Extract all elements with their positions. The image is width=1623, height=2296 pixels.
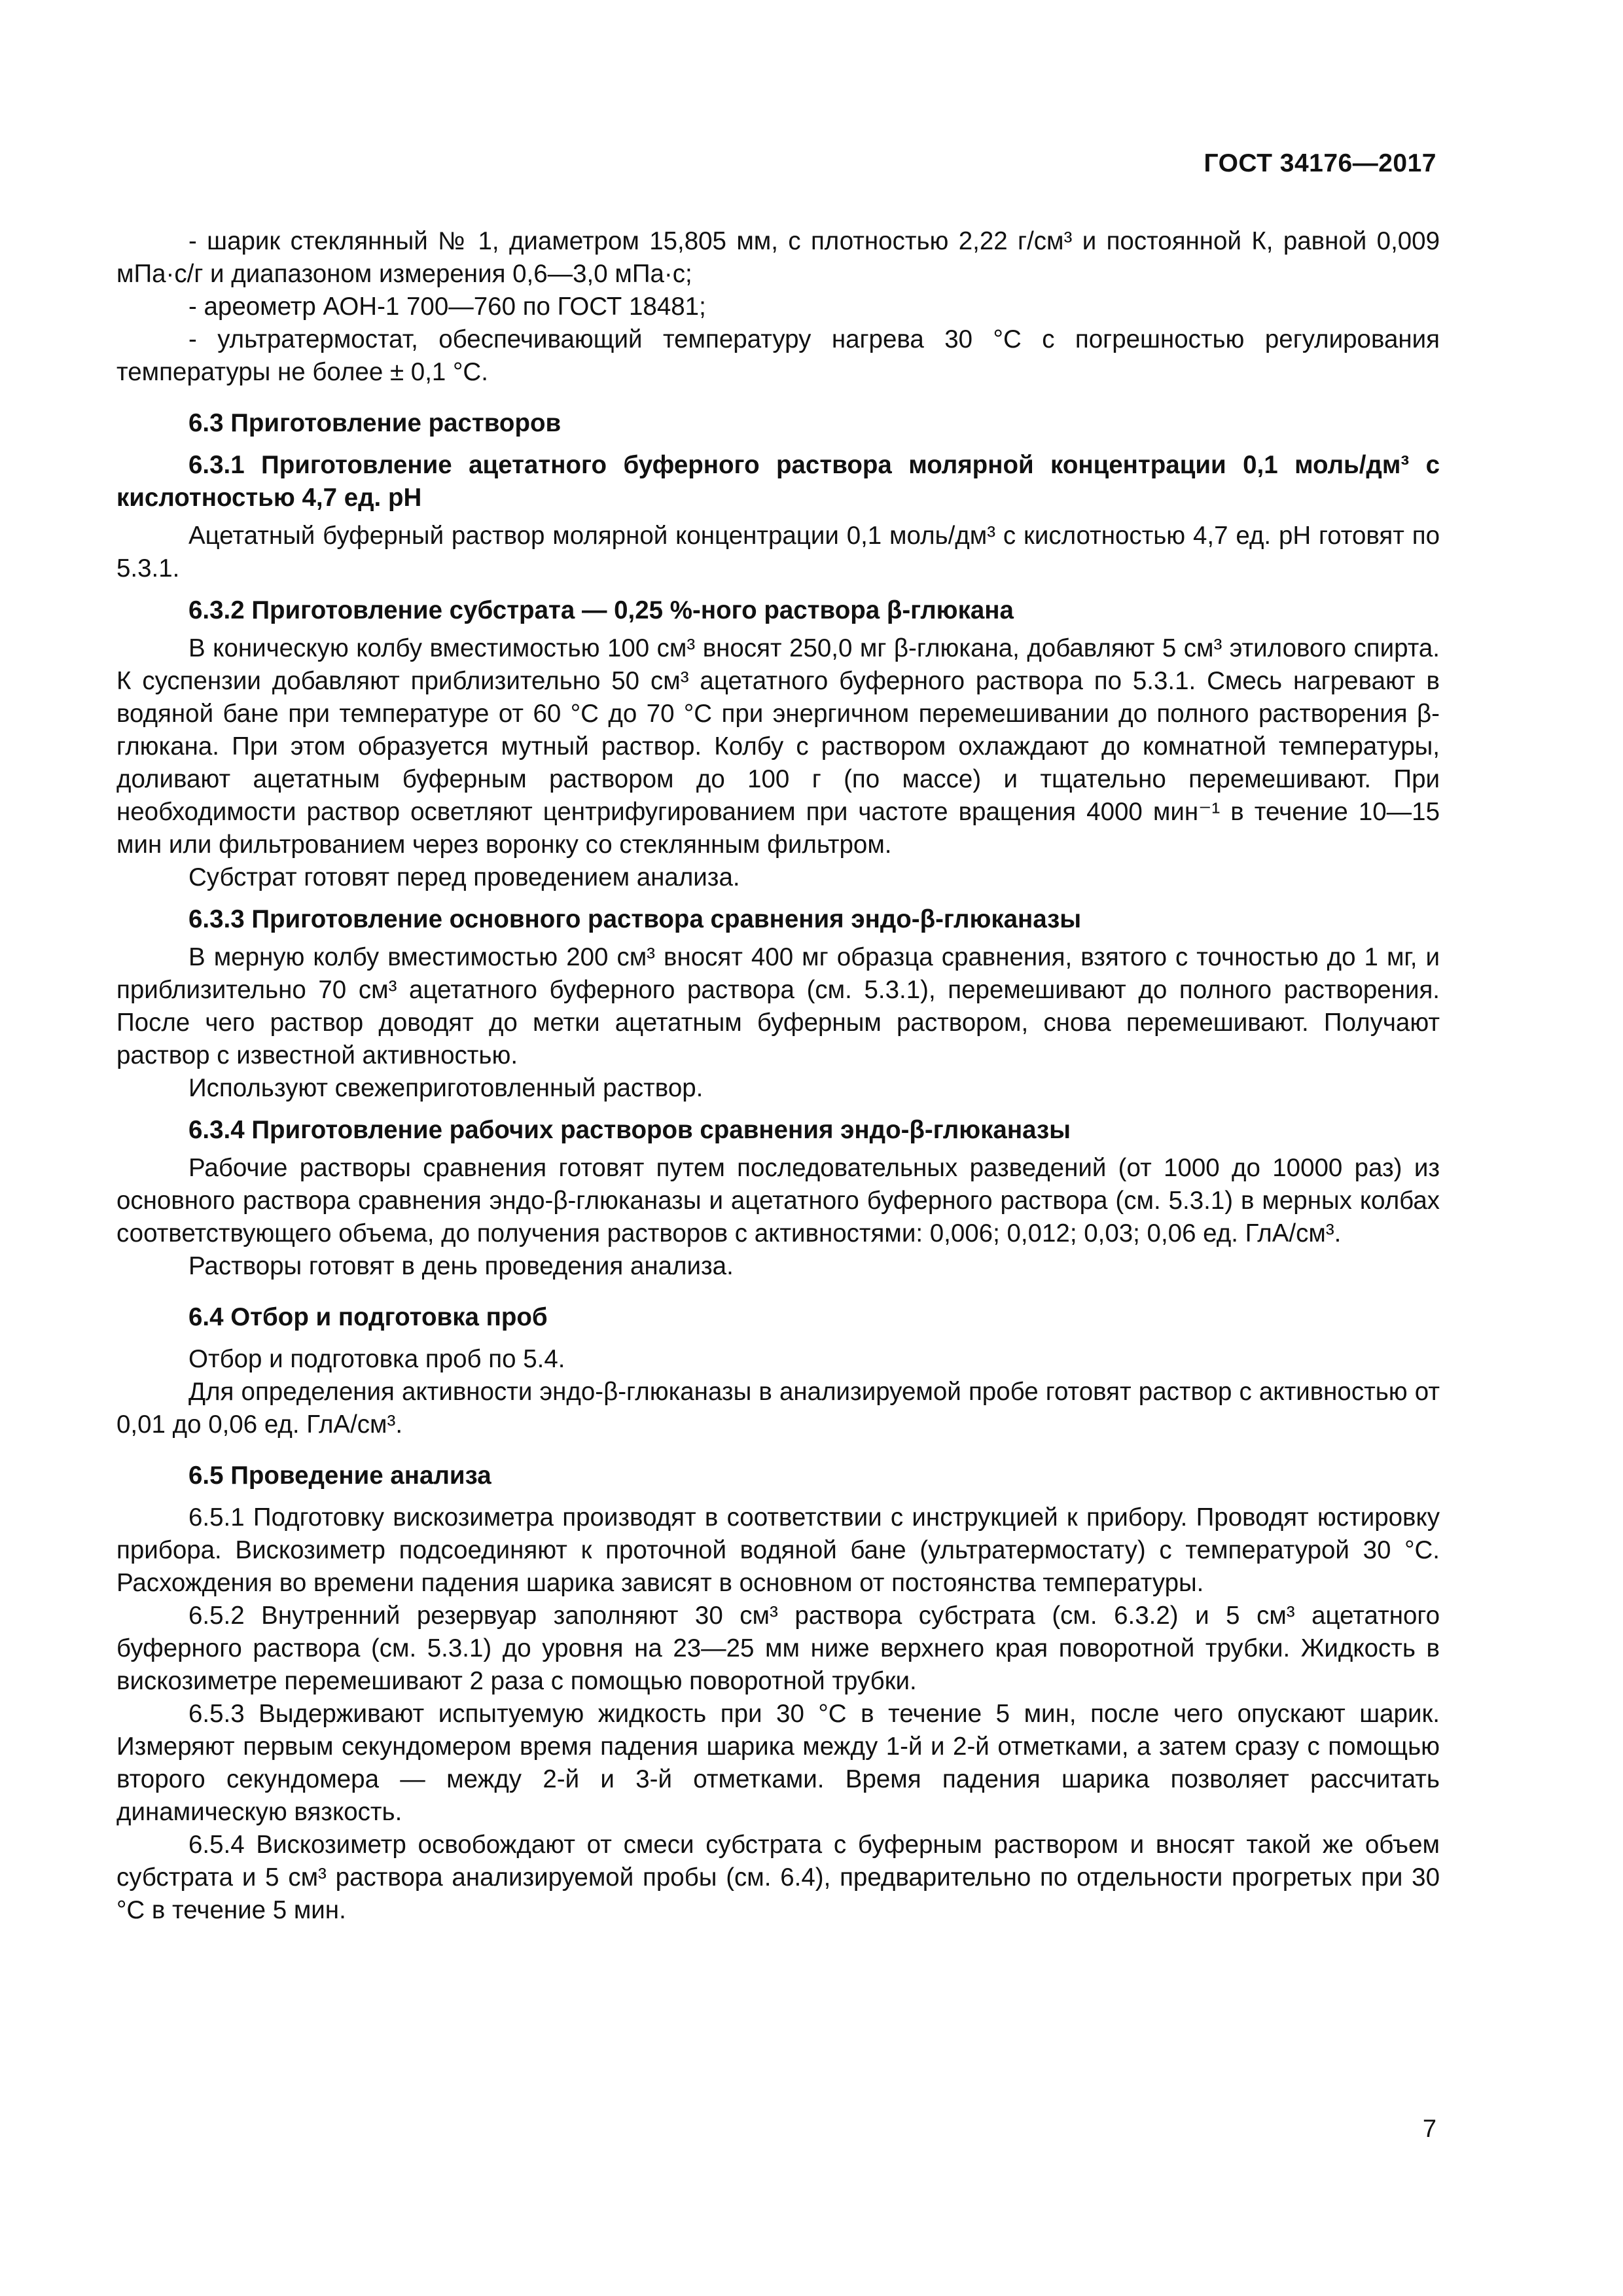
paragraph-6-5-4: 6.5.4 Вискозиметр освобождают от смеси субстрата с буферным раствором и вносят такой же объем субстрата и 5 см³ раствора анализируемой пробы (см. 6.4), предварительно по отдельности прогретых при 30 °С в течение 5 мин. bbox=[116, 1831, 1440, 1924]
paragraph-6-5-2: 6.5.2 Внутренний резервуар заполняют 30 см³ раствора субстрата (см. 6.3.2) и 5 см³ ацетатного буферного раствора (см. 5.3.1) до уровня на 23—25 мм ниже верхнего края поворотной трубки. Жидкость в вискозиметре перемешивают 2 раза с помощью поворотной трубки. bbox=[116, 1602, 1440, 1695]
subsection-heading-6-3-2: 6.3.2 Приготовление субстрата — 0,25 %-ного раствора β-глюкана bbox=[188, 596, 1014, 624]
section-heading-6-3: 6.3 Приготовление растворов bbox=[188, 409, 562, 437]
paragraph-6-3-3-note: Используют свежеприготовленный раствор. bbox=[188, 1074, 704, 1102]
paragraph-6-5-3: 6.5.3 Выдерживают испытуемую жидкость при 30 °С в течение 5 мин, после чего опускают шарик. Измеряют первым секундомером время падения шарика между 1-й и 2-й отметками, а затем сразу с помощью второго секундомера — между 2-й и 3-й отметками. Время падения шарика позволяет рассчитать динамическую вязкость. bbox=[116, 1700, 1440, 1826]
subsection-heading-6-3-3: 6.3.3 Приготовление основного раствора сравнения эндо-β-глюканазы bbox=[188, 905, 1082, 933]
paragraph-6-3-1: Ацетатный буферный раствор молярной концентрации 0,1 моль/дм³ с кислотностью 4,7 ед. рН готовят по 5.3.1. bbox=[116, 522, 1440, 583]
section-heading-6-4: 6.4 Отбор и подготовка проб bbox=[188, 1303, 548, 1331]
paragraph-ultrathermostat: - ультратермостат, обеспечивающий температуру нагрева 30 °С с погрешностью регулирования температуры не более ± 0,1 °С. bbox=[116, 325, 1440, 386]
subsection-heading-6-3-1: 6.3.1 Приготовление ацетатного буферного раствора молярной концентрации 0,1 моль/дм³ с кислотностью 4,7 ед. рН bbox=[116, 451, 1440, 512]
document-header: ГОСТ 34176—2017 bbox=[1204, 149, 1436, 177]
subsection-heading-6-3-4: 6.3.4 Приготовление рабочих растворов сравнения эндо-β-глюканазы bbox=[188, 1116, 1071, 1144]
paragraph-6-4-a: Отбор и подготовка проб по 5.4. bbox=[188, 1345, 565, 1373]
paragraph-6-4-b: Для определения активности эндо-β-глюканазы в анализируемой пробе готовят раствор с активностью от 0,01 до 0,06 ед. ГлА/см³. bbox=[116, 1378, 1440, 1439]
paragraph-6-3-3: В мерную колбу вместимостью 200 см³ вносят 400 мг образца сравнения, взятого с точностью до 1 мг, и приблизительно 70 см³ ацетатного буферного раствора (см. 5.3.1), перемешивают до полного растворения. После чего раствор доводят до метки ацетатным буферным раствором, снова перемешивают. Получают раствор с известной активностью. bbox=[116, 943, 1440, 1069]
paragraph-6-3-2: В коническую колбу вместимостью 100 см³ вносят 250,0 мг β-глюкана, добавляют 5 см³ этилового спирта. К суспензии добавляют приблизительно 50 см³ ацетатного буферного раствора по 5.3.1. Смесь нагревают в водяной бане при температуре от 60 °С до 70 °С при энергичном перемешивании до полного растворения β-глюкана. При этом образуется мутный раствор. Колбу с раствором охлаждают до комнатной температуры, доливают ацетатным буферным раствором до 100 г (по массе) и тщательно перемешивают. При необходимости раствор осветляют центрифугированием при частоте вращения 4000 мин⁻¹ в течение 10—15 мин или фильтрованием через воронку со стеклянным фильтром. bbox=[116, 634, 1440, 859]
paragraph-areometer: - ареометр АОН-1 700—760 по ГОСТ 18481; bbox=[188, 293, 706, 321]
document-body bbox=[116, 225, 1440, 1927]
page-number: 7 bbox=[1422, 2115, 1436, 2143]
section-heading-6-5: 6.5 Проведение анализа bbox=[188, 1462, 491, 1490]
paragraph-6-3-4: Рабочие растворы сравнения готовят путем последовательных разведений (от 1000 до 10000 раз) из основного раствора сравнения эндо-β-глюканазы и ацетатного буферного раствора (см. 5.3.1) в мерных колбах соответствующего объема, до получения растворов с активностями: 0,006; 0,012; 0,03; 0,06 ед. ГлА/см³. bbox=[116, 1154, 1440, 1247]
paragraph-6-3-4-note: Растворы готовят в день проведения анализа. bbox=[188, 1252, 734, 1280]
paragraph-ball-spec: - шарик стеклянный № 1, диаметром 15,805 мм, с плотностью 2,22 г/см³ и постоянной К, равной 0,009 мПа·с/г и диапазоном измерения 0,6—3,0 мПа·с; bbox=[116, 227, 1440, 288]
paragraph-6-3-2-note: Субстрат готовят перед проведением анализа. bbox=[188, 863, 740, 891]
paragraph-6-5-1: 6.5.1 Подготовку вискозиметра производят в соответствии с инструкцией к прибору. Проводят юстировку прибора. Вискозиметр подсоединяют к проточной водяной бане (ультратермостату) с температурой 30 °С. Расхождения во времени падения шарика зависят в основном от постоянства температуры. bbox=[116, 1503, 1440, 1597]
